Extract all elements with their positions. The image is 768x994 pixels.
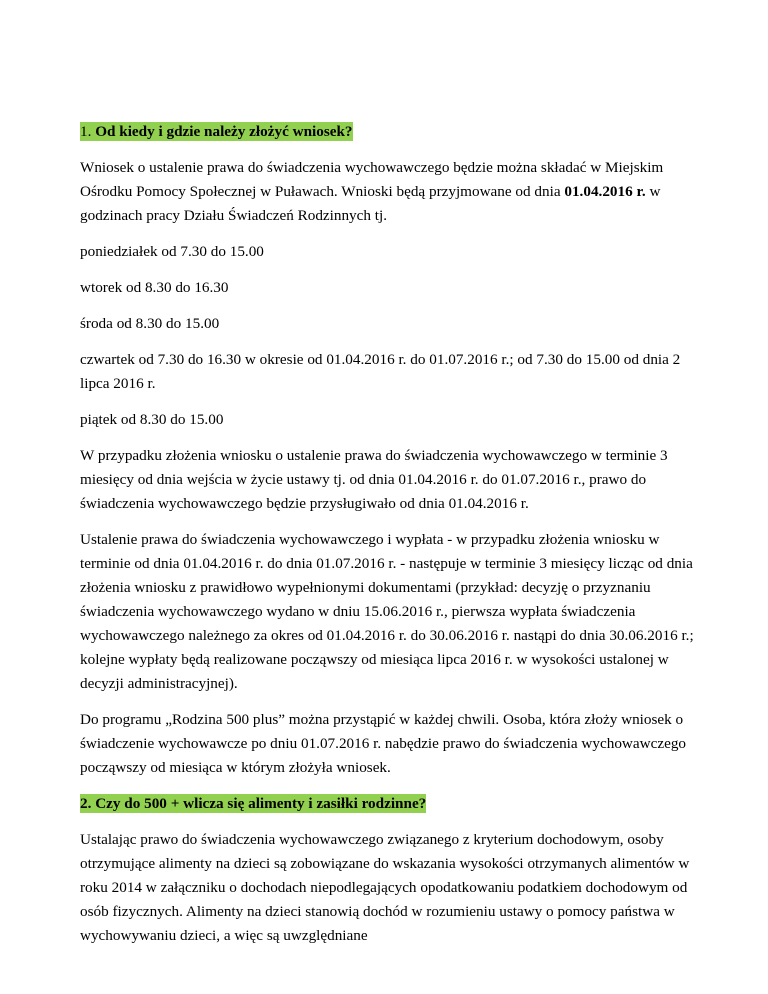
document-body — [80, 120, 695, 960]
intro-text-end: w godzinach pracy Działu Świadczeń Rodzinnych tj. — [80, 183, 661, 224]
hours-monday: poniedziałek od 7.30 do 15.00 — [80, 243, 264, 260]
hours-tuesday: wtorek od 8.30 do 16.30 — [80, 279, 229, 296]
hours-thursday: czwartek od 7.30 do 16.30 w okresie od 01.04.2016 r. do 01.07.2016 r.; od 7.30 do 15.00 od dnia 2 lipca 2016 r. — [80, 351, 681, 392]
heading-text: Od kiedy i gdzie należy złożyć wniosek? — [91, 123, 353, 140]
intro-text: Wniosek o ustalenie prawa do świadczenia wychowawczego będzie można składać w Miejskim Ośrodku Pomocy Społecznej w Puławach. Wnioski będą przyjmowane od dnia — [80, 159, 664, 200]
section2-heading — [80, 792, 695, 816]
heading-number: 1. — [80, 123, 92, 140]
paragraph-program: Do programu „Rodzina 500 plus” można przystąpić w każdej chwili. Osoba, która złoży wniosek o świadczenie wychowawcze po dniu 01.07.2016 r. nabędzie prawo do świadczenia wychowawczego począwszy od miesiąca w którym złożyła wniosek. — [80, 711, 687, 776]
heading-highlight: 2. Czy do 500 + wlicza się alimenty i zasiłki rodzinne? — [80, 795, 427, 812]
heading-highlight — [80, 122, 353, 141]
section2-paragraph: Ustalając prawo do świadczenia wychowawczego związanego z kryterium dochodowym, osoby otrzymujące alimenty na dzieci są zobowiązane do wskazania wysokości otrzymanych alimentów w roku 2014 w załączniku o dochodach niepodlegających opodatkowaniu podatkiem dochodowym od osób fizycznych. Alimenty na dzieci stanowią dochód w rozumieniu ustawy o pomocy państwa w wychowywaniu dzieci, a więc są uwzględniane — [80, 831, 690, 944]
section1-intro — [80, 156, 695, 228]
paragraph-payment: Ustalenie prawa do świadczenia wychowawczego i wypłata - w przypadku złożenia wniosku w terminie od dnia 01.04.2016 r. do dnia 01.07.2016 r. - następuje w terminie 3 miesięcy licząc od dnia złożenia wniosku z prawidłowo wypełnionymi dokumentami (przykład: decyzję o przyznaniu świadczenia wychowawczego wydano w dniu 15.06.2016 r., pierwsza wypłata świadczenia wychowawczego należnego za okres od 01.04.2016 r. do 30.06.2016 r. nastąpi do dnia 30.06.2016 r.; kolejne wypłaty będą realizowane począwszy od miesiąca lipca 2016 r. w wysokości ustalonej w decyzji administracyjnej). — [80, 531, 694, 692]
hours-wednesday: środa od 8.30 do 15.00 — [80, 315, 220, 332]
section1-heading — [80, 120, 695, 144]
intro-date: 01.04.2016 r. — [564, 183, 646, 200]
hours-friday: piątek od 8.30 do 15.00 — [80, 411, 224, 428]
paragraph-deadline: W przypadku złożenia wniosku o ustalenie prawa do świadczenia wychowawczego w terminie 3 miesięcy od dnia wejścia w życie ustawy tj. od dnia 01.04.2016 r. do 01.07.2016 r., prawo do świadczenia wychowawczego będzie przysługiwało od dnia 01.04.2016 r. — [80, 447, 668, 512]
